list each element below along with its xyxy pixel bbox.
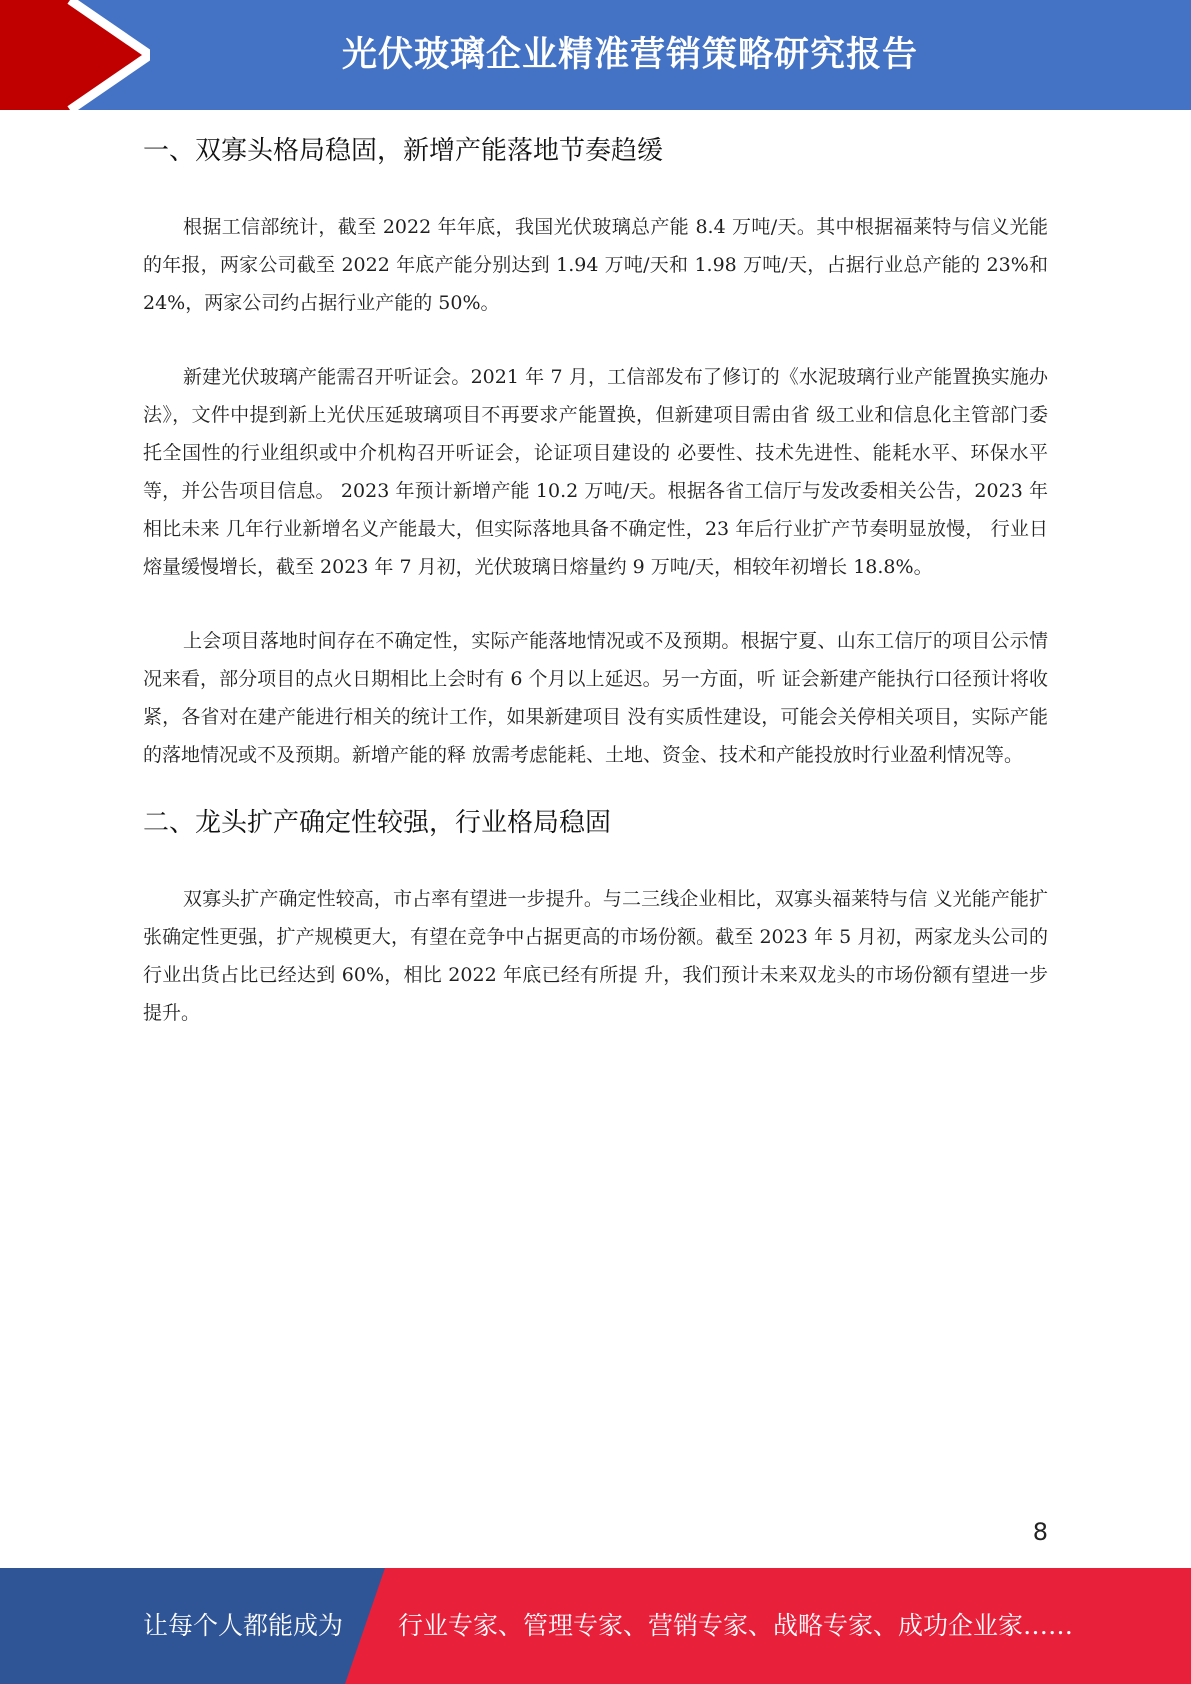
section-1 bbox=[143, 124, 1048, 774]
header-arrow-decoration bbox=[0, 0, 150, 110]
section-1-heading: 一、双寡头格局稳固，新增产能落地节奏趋缓 bbox=[143, 136, 664, 166]
section-1-paragraph-2: 新建光伏玻璃产能需召开听证会。2021 年 7 月，工信部发布了修订的《水泥玻璃行业产能置换实施办法》，文件中提到新上光伏压延玻璃项目不再要求产能置换，但新建项目需由省 级工业和信息化主管部门委托全国性的行业组织或中介机构召开听证会，论证项目建设的 必要性、技术先进性、能耗水平、环保水平等，并公告项目信息。 2023 年预计新增产能 10.2 万吨/天。根据各省工信厅与发改委相关公告，2023 年相比未来 几年行业新增名义产能最大，但实际落地具备不确定性，23 年后行业扩产节奏明显放慢， 行业日熔量缓慢增长，截至 2023 年 7 月初，光伏玻璃日熔量约 9 万吨/天，相较年初增长 18.8%。 bbox=[143, 366, 1048, 578]
report-title: 光伏玻璃企业精准营销策略研究报告 bbox=[341, 35, 918, 75]
page-number: 8 bbox=[1032, 1518, 1048, 1546]
report-body bbox=[143, 124, 1048, 1032]
footer-slogan-left: 让每个人都能成为 bbox=[143, 1611, 344, 1640]
footer-slogan-right: 行业专家、管理专家、营销专家、战略专家、成功企业家…… bbox=[398, 1611, 1074, 1640]
section-1-paragraph-1: 根据工信部统计，截至 2022 年年底，我国光伏玻璃总产能 8.4 万吨/天。其中根据福莱特与信义光能的年报，两家公司截至 2022 年底产能分别达到 1.94 万吨/天和 1.98 万吨/天，占据行业总产能的 23%和 24%，两家公司约占据行业产能的 50%。 bbox=[143, 216, 1048, 314]
header-banner bbox=[0, 0, 1191, 110]
footer-banner bbox=[0, 1568, 1191, 1684]
section-2-paragraph-1: 双寡头扩产确定性较高，市占率有望进一步提升。与二三线企业相比，双寡头福莱特与信 义光能产能扩张确定性更强，扩产规模更大，有望在竞争中占据更高的市场份额。截至 2023 年 5 月初，两家龙头公司的行业出货占比已经达到 60%，相比 2022 年底已经有所提 升，我们预计未来双龙头的市场份额有望进一步提升。 bbox=[143, 888, 1048, 1024]
section-2-heading: 二、龙头扩产确定性较强，行业格局稳固 bbox=[143, 808, 612, 838]
section-2 bbox=[143, 796, 1048, 1032]
section-1-paragraph-3: 上会项目落地时间存在不确定性，实际产能落地情况或不及预期。根据宁夏、山东工信厅的项目公示情况来看，部分项目的点火日期相比上会时有 6 个月以上延迟。另一方面，听 证会新建产能执行口径预计将收紧，各省对在建产能进行相关的统计工作，如果新建项目 没有实质性建设，可能会关停相关项目，实际产能的落地情况或不及预期。新增产能的释 放需考虑能耗、土地、资金、技术和产能投放时行业盈利情况等。 bbox=[143, 630, 1048, 766]
